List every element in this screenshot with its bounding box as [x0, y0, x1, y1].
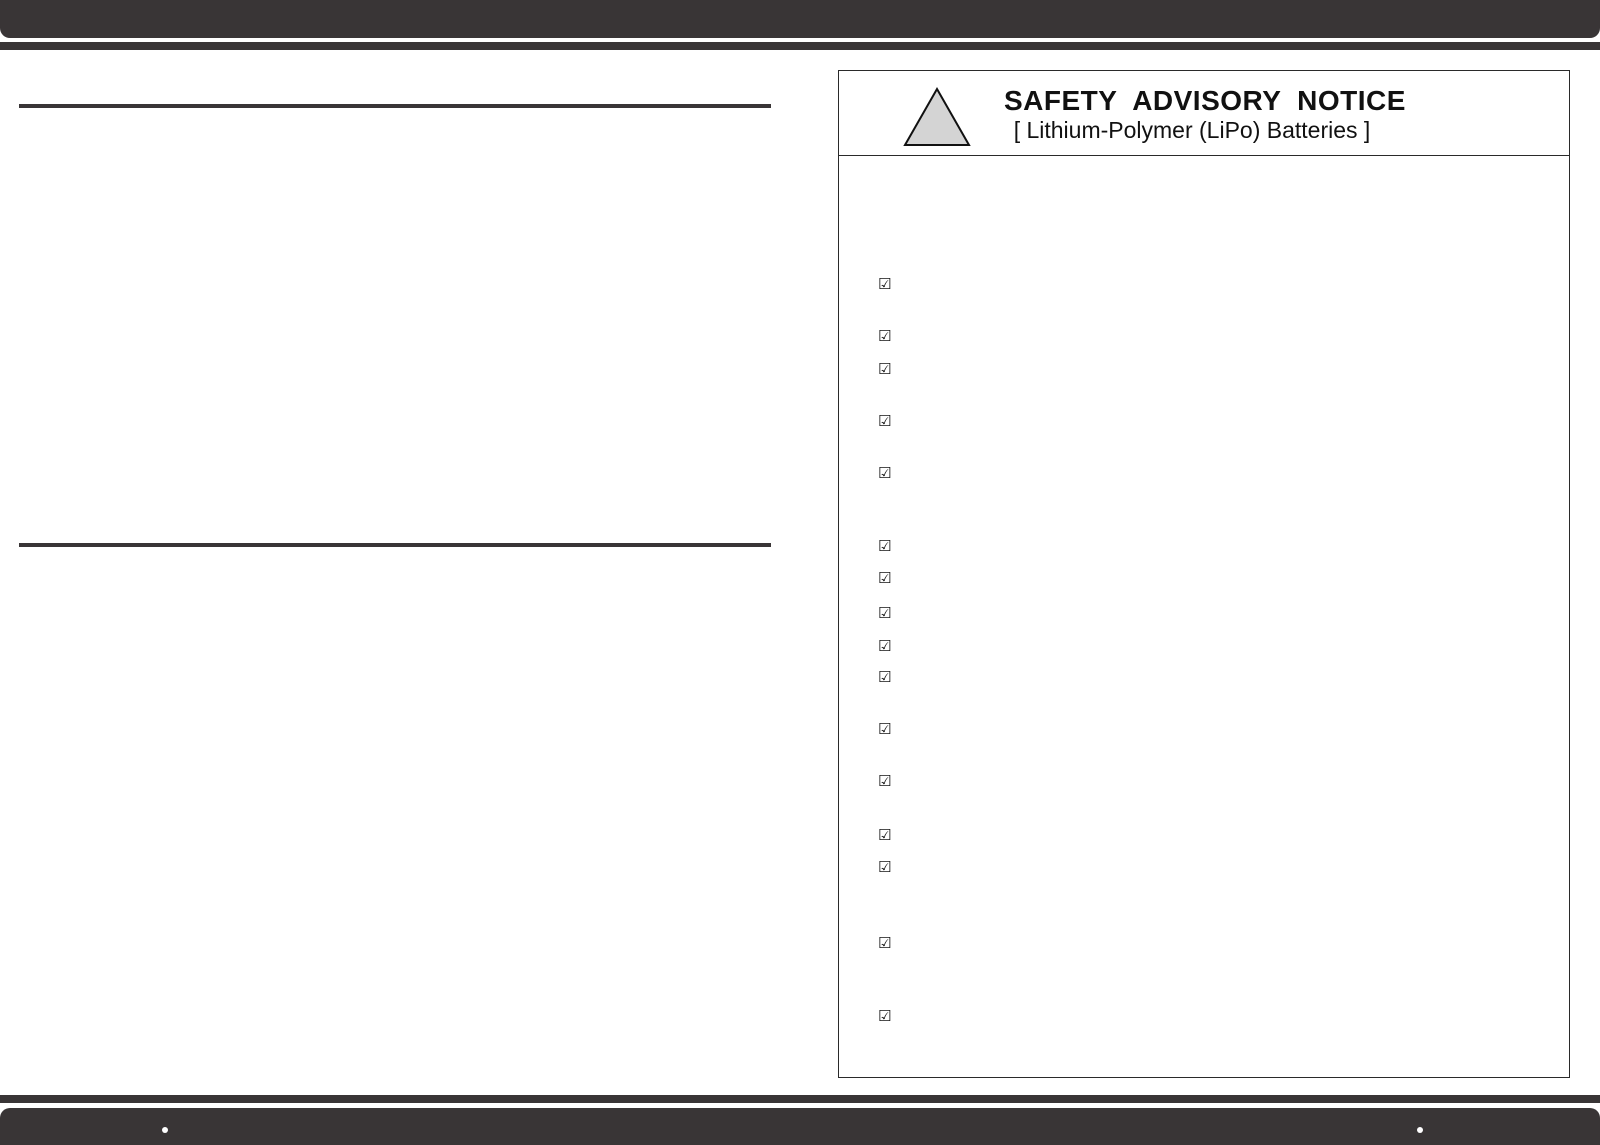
- checked-box-icon: ☑: [878, 668, 892, 686]
- footer-bar: [0, 1108, 1600, 1145]
- checked-box-icon: ☑: [878, 275, 892, 293]
- safety-notice-panel: [838, 70, 1570, 1078]
- page-marker-left: [162, 1127, 168, 1133]
- page-marker-right: [1417, 1127, 1423, 1133]
- checked-box-icon: ☑: [878, 772, 892, 790]
- checked-box-icon: ☑: [878, 412, 892, 430]
- checked-box-icon: ☑: [878, 637, 892, 655]
- warning-triangle-icon: [902, 86, 972, 148]
- notice-title: SAFETY ADVISORY NOTICE: [1004, 85, 1406, 116]
- footer-rule: [0, 1095, 1600, 1103]
- checked-box-icon: ☑: [878, 858, 892, 876]
- header-rule: [0, 42, 1600, 50]
- checked-box-icon: ☑: [878, 1007, 892, 1025]
- section-divider-top: [19, 104, 771, 108]
- checked-box-icon: ☑: [878, 360, 892, 378]
- notice-subtitle: [ Lithium-Polymer (LiPo) Batteries ]: [1013, 117, 1371, 143]
- checked-box-icon: ☑: [878, 537, 892, 555]
- header-bar: [0, 0, 1600, 38]
- checked-box-icon: ☑: [878, 720, 892, 738]
- checked-box-icon: ☑: [878, 569, 892, 587]
- safety-notice-header: [839, 71, 1569, 156]
- section-divider-middle: [19, 543, 771, 547]
- checked-box-icon: ☑: [878, 464, 892, 482]
- checked-box-icon: ☑: [878, 327, 892, 345]
- checked-box-icon: ☑: [878, 934, 892, 952]
- checked-box-icon: ☑: [878, 604, 892, 622]
- checked-box-icon: ☑: [878, 826, 892, 844]
